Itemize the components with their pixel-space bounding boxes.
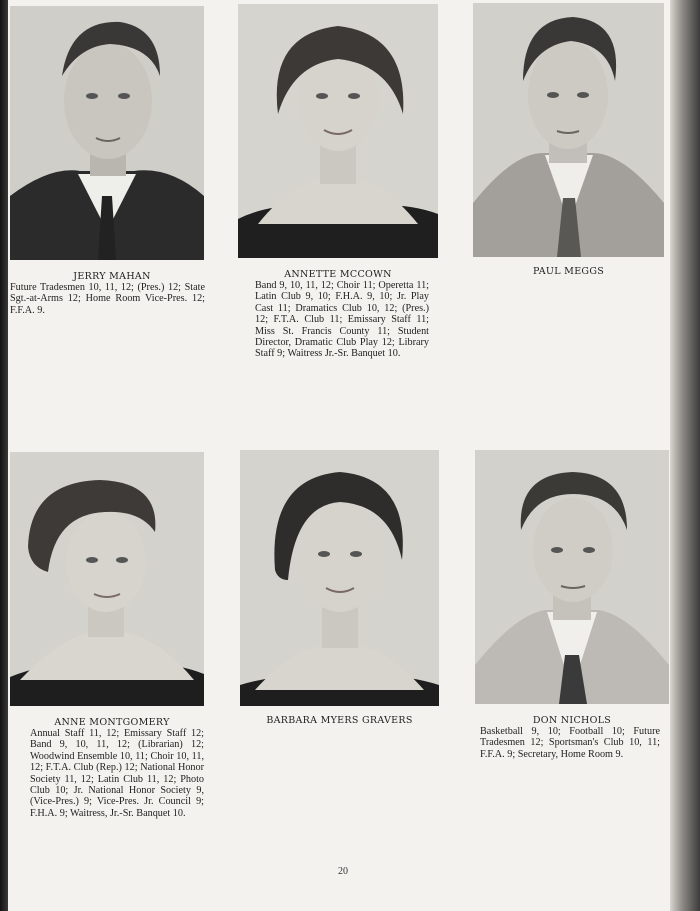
student-name: ANNETTE MCCOWN [284, 269, 392, 280]
student-bio: Basketball 9, 10; Football 10; Future Tradesmen 12; Sportsman's Club 10, 11; F.F.A. 9; Secretary, Home Room 9. [480, 726, 660, 760]
student-bio: Future Tradesmen 10, 11, 12; (Pres.) 12; State Sgt.-at-Arms 12; Home Room Vice-Pres. 12; F.F.A. 9. [10, 282, 205, 316]
student-bio: Band 9, 10, 11, 12; Choir 11; Operetta 11; Latin Club 9, 10; F.H.A. 9, 10; Jr. Play Cast 11; Dramatics Club 10, 12; (Pres.) 12; F.T.A. Club 11; Emissary Staff 11; Miss St. Francis County 11; Student Director, Dramatic Club Play 12; Library Staff 9; Waitress Jr.-Sr. Banquet 10. [255, 280, 429, 360]
portrait-photo-barbara-myers-gravers [240, 450, 439, 706]
portrait-photo-don-nichols [475, 450, 669, 704]
portrait-photo-jerry-mahan [10, 6, 204, 260]
student-name: JERRY MAHAN [73, 271, 151, 282]
portrait-photo-paul-meggs [473, 3, 664, 257]
portrait-photo-anne-montgomery [10, 452, 204, 706]
book-spine [0, 0, 8, 911]
student-name: BARBARA MYERS GRAVERS [266, 715, 413, 726]
student-bio: Annual Staff 11, 12; Emissary Staff 12; Band 9, 10, 11, 12; (Librarian) 12; Woodwind Ensemble 10, 11; Choir 10, 11, 12; F.T.A. Club (Rep.) 12; National Honor Society 11, 12; Latin Club 11, 12; Photo Club 10; Jr. National Honor Society 9, (Vice-Pres.) 9; Vice-Pres. Jr. Council 9; F.H.A. 9; Waitress, Jr.-Sr. Banquet 10. [30, 728, 204, 819]
page-edge [670, 0, 700, 911]
student-name: DON NICHOLS [532, 715, 612, 726]
portrait-photo-annette-mccown [238, 4, 438, 258]
page-number: 20 [338, 866, 348, 877]
student-name: ANNE MONTGOMERY [54, 717, 170, 728]
student-name: PAUL MEGGS [532, 266, 605, 277]
